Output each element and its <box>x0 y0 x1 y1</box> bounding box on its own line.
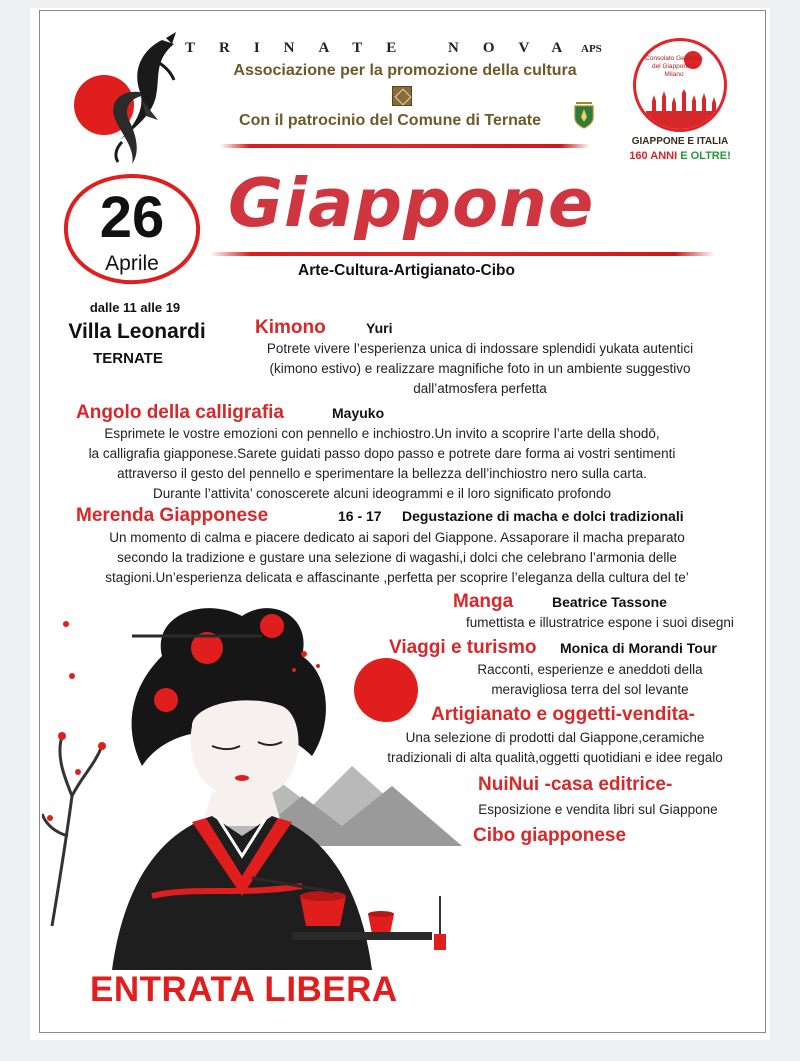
date-circle <box>62 172 202 286</box>
section-desc-artigianato <box>360 728 750 768</box>
town-crest-icon <box>572 98 596 130</box>
desc-line: Esposizione e vendita libri sul Giappone <box>478 802 718 817</box>
section-desc-merenda <box>52 528 742 588</box>
desc-line: la calligrafia giapponese.Sarete guidati passo dopo passo e potrete dare forma ai vostri sentimenti <box>88 446 676 461</box>
section-desc-nuinui <box>458 800 738 820</box>
patronage-text: Con il patrocinio del Comune di Ternate <box>239 112 541 129</box>
event-subtitle: Arte-Cultura-Artigianato-Cibo <box>298 262 515 279</box>
desc-line: stagioni.Un’esperienza delicata e affascinante ,perfetta per scoprire l’eleganza della cultura del te’ <box>105 570 689 585</box>
association-name-row <box>185 40 615 58</box>
event-day: 26 <box>99 185 165 250</box>
consulate-e-oltre: E OLTRE! <box>680 150 731 162</box>
title-brush-line <box>210 252 715 256</box>
event-hours: dalle 11 alle 19 <box>89 300 181 315</box>
section-desc-calligrafia <box>52 424 712 504</box>
section-host-kimono: Yuri <box>366 320 393 336</box>
section-title-calligrafia: Angolo della calligrafia <box>76 402 284 423</box>
event-title: Giappone <box>228 164 595 242</box>
desc-line: secondo la tradizione e gustare una selezione di wagashi,i dolci che celebrano l’armonia delle <box>117 550 677 565</box>
desc-line: Un momento di calma e piacere dedicato ai sapori del Giappone. Assaporare il macha preparato <box>109 530 685 545</box>
section-title-nuinui: NuiNui -casa editrice- <box>478 774 673 795</box>
duomo-icon <box>646 89 716 129</box>
desc-line: meravigliosa terra del sol levante <box>491 682 689 697</box>
section-title-cibo: Cibo giapponese <box>473 825 627 846</box>
association-emblem-icon <box>392 86 412 106</box>
consulate-badge-text: Consolato Generale del Giappone a Milano <box>645 55 703 78</box>
section-desc-kimono <box>240 339 720 399</box>
desc-line: Durante l’attivita’ conoscerete alcuni ideogrammi e il loro significato profondo <box>153 486 611 501</box>
consulate-line1: GIAPPONE E ITALIA <box>631 136 729 147</box>
event-town: TERNATE <box>93 350 163 367</box>
header-brush-line <box>220 144 590 148</box>
desc-line: (kimono estivo) e realizzare magnifiche foto in un ambiente suggestivo <box>269 361 691 376</box>
association-suffix: APS <box>581 43 602 55</box>
entrata-libera: ENTRATA LIBERA <box>90 970 398 1009</box>
event-venue: Villa Leonardi <box>68 320 206 343</box>
section-title-kimono: Kimono <box>255 317 326 338</box>
section-title-manga: Manga <box>453 591 514 612</box>
section-title-viaggi: Viaggi e turismo <box>389 637 537 658</box>
desc-line: Potrete vivere l’esperienza unica di indossare splendidi yukata autentici <box>266 341 694 356</box>
section-host-merenda: Degustazione di macha e dolci tradizionali <box>402 508 684 524</box>
section-time-merenda: 16 - 17 <box>338 508 382 524</box>
section-host-manga: Beatrice Tassone <box>552 594 667 610</box>
section-host-viaggi: Monica di Morandi Tour <box>560 640 717 656</box>
consulate-160-anni: 160 ANNI <box>629 150 678 162</box>
association-tagline: Associazione per la promozione della cultura <box>233 62 577 79</box>
event-month: Aprile <box>105 252 159 275</box>
section-desc-viaggi <box>440 660 740 700</box>
section-desc-manga <box>450 613 750 633</box>
koi-fish-logo <box>62 30 192 170</box>
section-title-artigianato: Artigianato e oggetti-vendita- <box>431 704 695 725</box>
association-name: TRINATE NOVA <box>185 40 587 56</box>
consulate-badge <box>633 38 727 132</box>
desc-line: fumettista e illustratrice espone i suoi disegni <box>466 615 734 630</box>
desc-line: attraverso il gesto del pennello e sperimentare la bellezza dell’inchiostro nero sulla carta. <box>117 466 647 481</box>
section-host-calligrafia: Mayuko <box>332 405 385 421</box>
desc-line: Esprimete le vostre emozioni con pennello e inchiostro.Un invito a scoprire l’arte della shodō, <box>104 426 660 441</box>
section-title-merenda: Merenda Giapponese <box>76 505 269 526</box>
desc-line: tradizionali di alta qualità,oggetti quotidiani e idee regalo <box>387 750 723 765</box>
desc-line: dall’atmosfera perfetta <box>413 381 547 396</box>
desc-line: Una selezione di prodotti dal Giappone,ceramiche <box>405 730 705 745</box>
desc-line: Racconti, esperienze e aneddoti della <box>477 662 703 677</box>
